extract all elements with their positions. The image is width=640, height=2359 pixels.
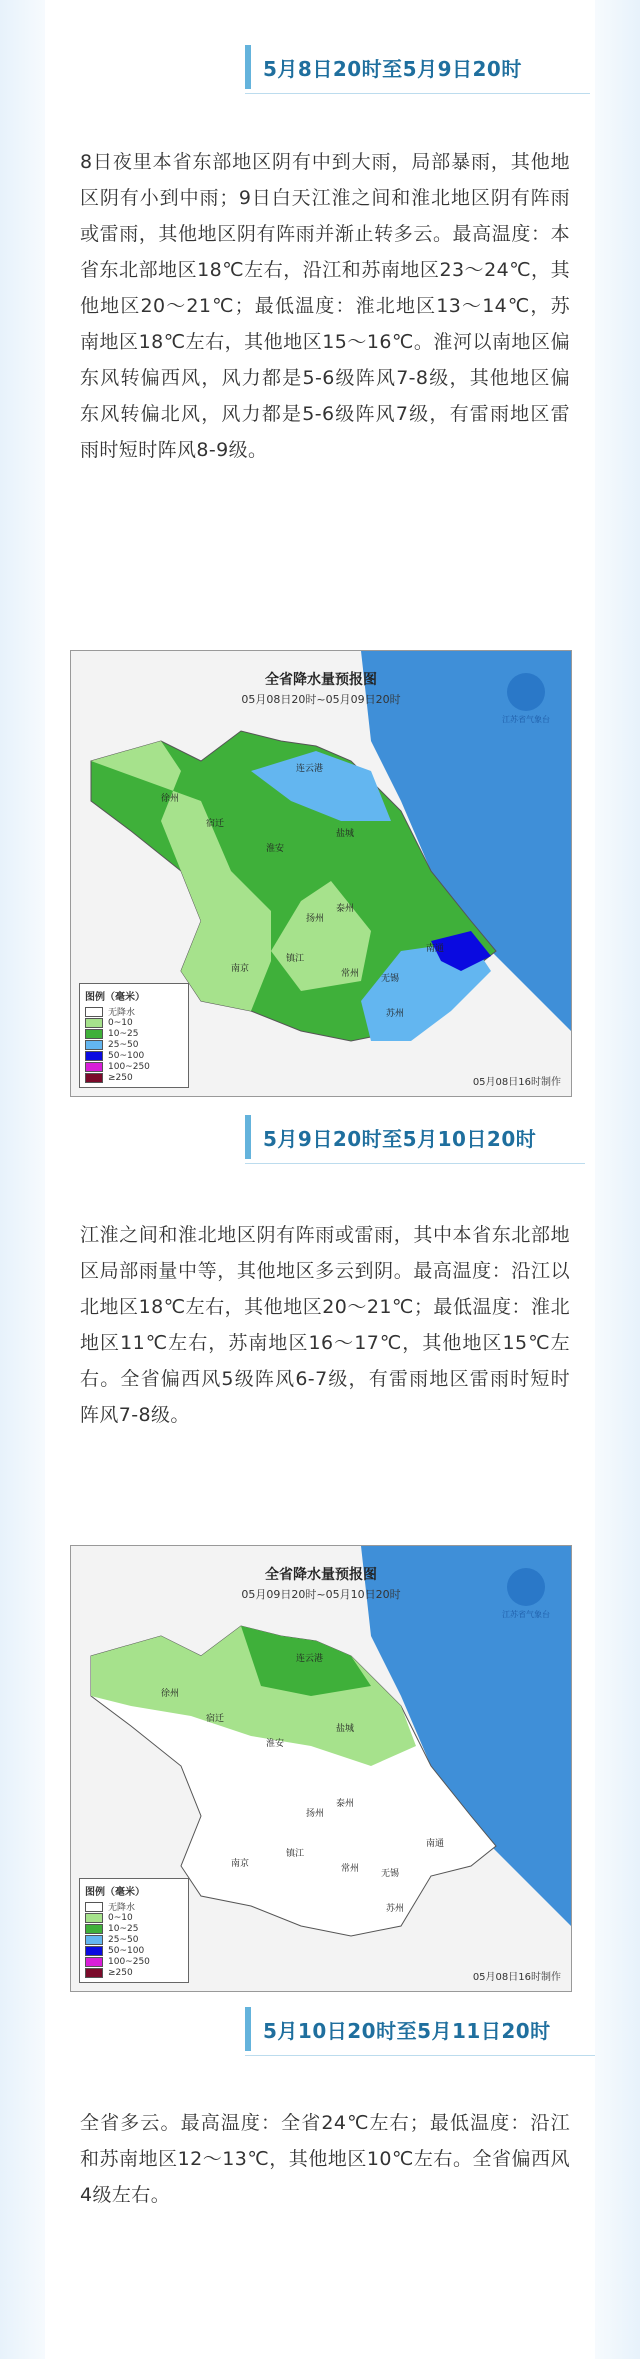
svg-text:扬州: 扬州 bbox=[306, 914, 325, 924]
logo-text: 江苏省气象台 bbox=[502, 1610, 550, 1619]
map-subtitle: 05月08日20时~05月09日20时 bbox=[241, 693, 401, 706]
svg-text:泰州: 泰州 bbox=[336, 904, 355, 914]
legend-label: 10~25 bbox=[108, 1923, 139, 1934]
svg-text:镇江: 镇江 bbox=[286, 954, 305, 964]
heading-underline bbox=[245, 1163, 585, 1164]
svg-text:常州: 常州 bbox=[341, 1864, 360, 1874]
legend-swatch bbox=[85, 1902, 103, 1912]
section-heading-2 bbox=[245, 1115, 536, 1159]
heading-bar bbox=[245, 45, 251, 89]
legend-swatch bbox=[85, 1040, 103, 1050]
legend-title: 图例（毫米） bbox=[85, 1887, 145, 1898]
legend-label: 0~10 bbox=[108, 1017, 133, 1028]
logo-icon bbox=[507, 673, 545, 711]
heading-text: 5月8日20时至5月9日20时 bbox=[263, 56, 522, 81]
svg-text:无锡: 无锡 bbox=[381, 1869, 400, 1879]
map-legend bbox=[79, 983, 189, 1088]
legend-swatch bbox=[85, 1924, 103, 1934]
legend-label: 100~250 bbox=[108, 1956, 150, 1967]
legend-swatch bbox=[85, 1051, 103, 1061]
legend-label: 0~10 bbox=[108, 1912, 133, 1923]
legend-swatch bbox=[85, 1946, 103, 1956]
svg-text:连云港: 连云港 bbox=[296, 1654, 324, 1664]
svg-text:南京: 南京 bbox=[231, 964, 250, 974]
meteorological-logo bbox=[495, 1568, 557, 1620]
svg-text:苏州: 苏州 bbox=[386, 1009, 405, 1019]
legend-label: 25~50 bbox=[108, 1934, 139, 1945]
heading-bar bbox=[245, 1115, 251, 1159]
svg-text:盐城: 盐城 bbox=[336, 1724, 355, 1734]
section-heading-1 bbox=[245, 45, 522, 89]
svg-text:南京: 南京 bbox=[231, 1859, 250, 1869]
svg-text:淮安: 淮安 bbox=[266, 844, 285, 854]
svg-text:南通: 南通 bbox=[426, 944, 445, 954]
legend-label: 50~100 bbox=[108, 1050, 145, 1061]
section-body-1: 8日夜里本省东部地区阴有中到大雨，局部暴雨，其他地区阴有小到中雨；9日白天江淮之间和淮北地区阴有阵雨或雷雨，其他地区阴有阵雨并渐止转多云。最高温度：本省东北部地区18℃左右，沿江和苏南地区23～24℃，其他地区20～21℃；最低温度：淮北地区13～14℃，苏南地区18℃左右，其他地区15～16℃。淮河以南地区偏东风转偏西风，风力都是5-6级阵风7-8级，其他地区偏东风转偏北风，风力都是5-6级阵风7级，有雷雨地区雷雨时短时阵风8-9级。 bbox=[80, 151, 570, 461]
map-made-time: 05月08日16时制作 bbox=[472, 1972, 561, 1983]
legend-label: 10~25 bbox=[108, 1028, 139, 1039]
svg-text:宿迁: 宿迁 bbox=[206, 819, 225, 829]
svg-text:无锡: 无锡 bbox=[381, 974, 400, 984]
legend-swatch bbox=[85, 1968, 103, 1978]
precip-map-2 bbox=[70, 1545, 572, 1992]
legend-label: ≥250 bbox=[108, 1072, 133, 1083]
section-heading-3 bbox=[245, 2007, 551, 2051]
legend-swatch bbox=[85, 1062, 103, 1072]
legend-label: 无降水 bbox=[108, 1903, 136, 1913]
map-legend bbox=[79, 1878, 189, 1983]
svg-text:扬州: 扬州 bbox=[306, 1809, 325, 1819]
legend-swatch bbox=[85, 1935, 103, 1945]
map-subtitle: 05月09日20时~05月10日20时 bbox=[241, 1588, 401, 1601]
svg-text:南通: 南通 bbox=[426, 1839, 445, 1849]
svg-text:徐州: 徐州 bbox=[161, 1689, 180, 1699]
svg-text:宿迁: 宿迁 bbox=[206, 1714, 225, 1724]
map-title: 全省降水量预报图 bbox=[265, 672, 377, 688]
heading-underline bbox=[245, 93, 590, 94]
heading-bar bbox=[245, 2007, 251, 2051]
svg-text:常州: 常州 bbox=[341, 969, 360, 979]
precip-map-1 bbox=[70, 650, 572, 1097]
svg-text:苏州: 苏州 bbox=[386, 1904, 405, 1914]
legend-label: 25~50 bbox=[108, 1039, 139, 1050]
legend-label: 50~100 bbox=[108, 1945, 145, 1956]
map-made-time: 05月08日16时制作 bbox=[472, 1077, 561, 1088]
legend-swatch bbox=[85, 1913, 103, 1923]
logo-text: 江苏省气象台 bbox=[502, 715, 550, 724]
svg-text:徐州: 徐州 bbox=[161, 794, 180, 804]
legend-label: 无降水 bbox=[108, 1008, 136, 1018]
legend-swatch bbox=[85, 1007, 103, 1017]
svg-text:连云港: 连云港 bbox=[296, 764, 324, 774]
section-body-3: 全省多云。最高温度：全省24℃左右；最低温度：沿江和苏南地区12～13℃，其他地区10℃左右。全省偏西风4级左右。 bbox=[80, 2112, 570, 2206]
meteorological-logo bbox=[495, 673, 557, 725]
legend-swatch bbox=[85, 1073, 103, 1083]
heading-underline bbox=[245, 2055, 595, 2056]
svg-text:镇江: 镇江 bbox=[286, 1849, 305, 1859]
heading-text: 5月9日20时至5月10日20时 bbox=[263, 1126, 537, 1151]
legend-label: ≥250 bbox=[108, 1967, 133, 1978]
legend-swatch bbox=[85, 1018, 103, 1028]
section-body-2: 江淮之间和淮北地区阴有阵雨或雷雨，其中本省东北部地区局部雨量中等，其他地区多云到阴。最高温度：沿江以北地区18℃左右，其他地区20～21℃；最低温度：淮北地区11℃左右，苏南地区16～17℃，其他地区15℃左右。全省偏西风5级阵风6-7级，有雷雨地区雷雨时短时阵风7-8级。 bbox=[80, 1224, 570, 1426]
map-title: 全省降水量预报图 bbox=[265, 1567, 377, 1583]
legend-label: 100~250 bbox=[108, 1061, 150, 1072]
legend-swatch bbox=[85, 1029, 103, 1039]
svg-text:泰州: 泰州 bbox=[336, 1799, 355, 1809]
heading-text: 5月10日20时至5月11日20时 bbox=[263, 2018, 551, 2043]
logo-icon bbox=[507, 1568, 545, 1606]
legend-swatch bbox=[85, 1957, 103, 1967]
legend-title: 图例（毫米） bbox=[85, 992, 145, 1003]
svg-text:盐城: 盐城 bbox=[336, 829, 355, 839]
svg-text:淮安: 淮安 bbox=[266, 1739, 285, 1749]
